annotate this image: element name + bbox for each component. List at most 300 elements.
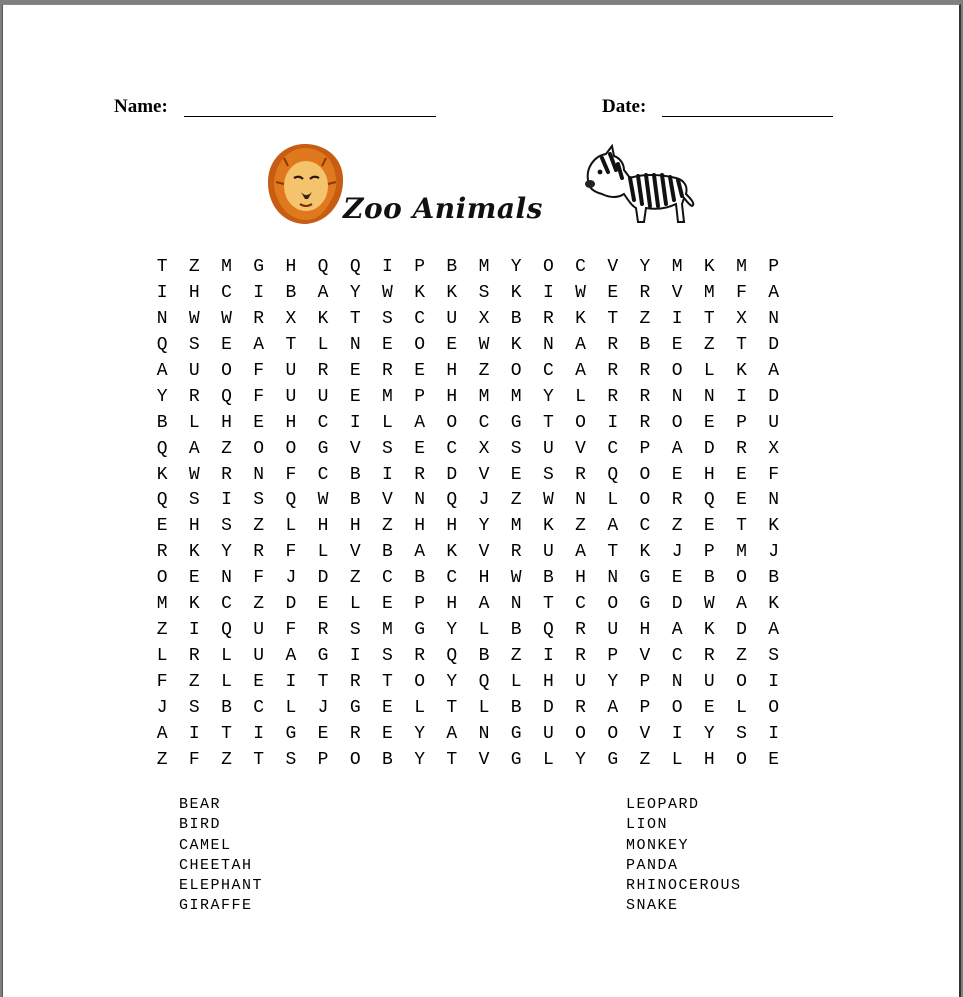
grid-letter[interactable]: R <box>703 646 715 667</box>
grid-letter[interactable]: R <box>156 542 168 563</box>
grid-letter[interactable]: T <box>221 723 232 744</box>
grid-letter[interactable]: G <box>253 257 265 277</box>
grid-letter[interactable]: H <box>446 594 458 615</box>
grid-letter[interactable]: R <box>253 542 265 563</box>
grid-letter[interactable]: P <box>768 257 780 277</box>
grid-letter[interactable]: R <box>317 620 329 641</box>
grid-letter[interactable]: E <box>510 464 522 485</box>
grid-letter[interactable]: A <box>478 594 490 615</box>
grid-letter[interactable]: L <box>156 646 168 667</box>
grid-letter[interactable]: I <box>188 620 200 641</box>
grid-letter[interactable]: Z <box>156 749 168 770</box>
grid-letter[interactable]: M <box>478 257 490 277</box>
grid-letter[interactable]: Q <box>156 490 168 511</box>
grid-letter[interactable]: N <box>414 490 425 511</box>
grid-letter[interactable]: B <box>382 542 393 563</box>
grid-letter[interactable]: C <box>317 464 329 485</box>
grid-letter[interactable]: S <box>188 490 200 511</box>
grid-letter[interactable]: Y <box>607 672 619 692</box>
grid-letter[interactable]: S <box>382 308 393 329</box>
grid-letter[interactable]: A <box>414 412 425 433</box>
grid-letter[interactable]: L <box>221 646 232 667</box>
grid-letter[interactable]: B <box>349 464 361 485</box>
grid-letter[interactable]: A <box>768 282 780 303</box>
grid-letter[interactable]: K <box>414 282 425 303</box>
grid-letter[interactable]: L <box>414 697 425 718</box>
grid-letter[interactable]: X <box>736 308 747 329</box>
grid-letter[interactable]: F <box>285 620 297 641</box>
grid-letter[interactable]: E <box>671 334 683 355</box>
grid-letter[interactable]: H <box>478 568 490 589</box>
grid-letter[interactable]: D <box>736 620 747 641</box>
grid-letter[interactable]: L <box>542 749 554 770</box>
grid-letter[interactable]: V <box>478 749 490 770</box>
grid-letter[interactable]: C <box>382 568 393 589</box>
grid-letter[interactable]: U <box>607 620 619 641</box>
grid-letter[interactable]: N <box>156 308 168 329</box>
grid-letter[interactable]: Z <box>736 646 747 667</box>
grid-letter[interactable]: L <box>317 334 329 355</box>
grid-letter[interactable]: O <box>639 490 651 511</box>
grid-letter[interactable]: S <box>188 334 200 355</box>
grid-letter[interactable]: Y <box>575 749 586 770</box>
grid-letter[interactable]: Z <box>221 438 232 459</box>
grid-letter[interactable]: I <box>349 412 361 433</box>
grid-letter[interactable]: P <box>639 697 651 718</box>
grid-letter[interactable]: Z <box>575 516 586 537</box>
grid-letter[interactable]: I <box>736 386 747 407</box>
grid-letter[interactable]: A <box>736 594 747 615</box>
grid-letter[interactable]: Z <box>253 594 265 615</box>
grid-letter[interactable]: T <box>446 749 458 770</box>
grid-letter[interactable]: R <box>382 360 393 381</box>
grid-letter[interactable]: C <box>607 438 619 459</box>
grid-letter[interactable]: C <box>221 282 232 303</box>
grid-letter[interactable]: R <box>575 620 586 641</box>
grid-letter[interactable]: Z <box>221 749 232 770</box>
grid-letter[interactable]: K <box>703 257 715 277</box>
grid-letter[interactable]: R <box>542 308 554 329</box>
grid-letter[interactable]: D <box>285 594 297 615</box>
grid-letter[interactable]: Q <box>285 490 297 511</box>
grid-letter[interactable]: Z <box>156 620 168 641</box>
grid-letter[interactable]: U <box>703 672 715 692</box>
grid-letter[interactable]: P <box>639 672 651 692</box>
grid-letter[interactable]: H <box>575 568 586 589</box>
grid-letter[interactable]: B <box>349 490 361 511</box>
grid-letter[interactable]: H <box>446 516 458 537</box>
grid-letter[interactable]: W <box>382 282 393 303</box>
grid-letter[interactable]: R <box>414 646 425 667</box>
grid-letter[interactable]: U <box>285 360 297 381</box>
grid-letter[interactable]: T <box>736 516 747 537</box>
grid-letter[interactable]: N <box>703 386 715 407</box>
grid-letter[interactable]: Z <box>188 672 200 692</box>
grid-letter[interactable]: R <box>639 412 651 433</box>
grid-letter[interactable]: Z <box>188 257 200 277</box>
grid-letter[interactable]: L <box>575 386 586 407</box>
grid-letter[interactable]: J <box>768 542 780 563</box>
grid-letter[interactable]: E <box>382 334 393 355</box>
grid-letter[interactable]: S <box>349 620 361 641</box>
grid-letter[interactable]: Y <box>221 542 232 563</box>
grid-letter[interactable]: V <box>639 646 651 667</box>
grid-letter[interactable]: O <box>639 464 651 485</box>
grid-letter[interactable]: R <box>607 386 619 407</box>
grid-letter[interactable]: W <box>575 282 586 303</box>
grid-letter[interactable]: A <box>317 282 329 303</box>
grid-letter[interactable]: G <box>349 697 361 718</box>
grid-letter[interactable]: N <box>510 594 522 615</box>
grid-letter[interactable]: J <box>156 697 168 718</box>
grid-letter[interactable]: B <box>768 568 780 589</box>
grid-letter[interactable]: B <box>639 334 651 355</box>
grid-letter[interactable]: L <box>221 672 232 692</box>
grid-letter[interactable]: A <box>188 438 200 459</box>
grid-letter[interactable]: K <box>446 542 458 563</box>
grid-letter[interactable]: B <box>156 412 168 433</box>
grid-letter[interactable]: M <box>671 257 683 277</box>
grid-letter[interactable]: O <box>575 412 586 433</box>
grid-letter[interactable]: A <box>575 360 586 381</box>
grid-letter[interactable]: R <box>575 697 586 718</box>
grid-letter[interactable]: X <box>478 308 490 329</box>
grid-letter[interactable]: V <box>639 723 651 744</box>
grid-letter[interactable]: R <box>221 464 232 485</box>
grid-letter[interactable]: B <box>510 697 522 718</box>
grid-letter[interactable]: K <box>736 360 747 381</box>
grid-letter[interactable]: R <box>607 360 619 381</box>
grid-letter[interactable]: N <box>349 334 361 355</box>
grid-letter[interactable]: N <box>575 490 586 511</box>
grid-letter[interactable]: R <box>317 360 329 381</box>
grid-letter[interactable]: T <box>285 334 297 355</box>
grid-letter[interactable]: A <box>607 697 619 718</box>
grid-letter[interactable]: W <box>542 490 554 511</box>
grid-letter[interactable]: I <box>253 282 265 303</box>
grid-letter[interactable]: K <box>317 308 329 329</box>
grid-letter[interactable]: X <box>478 438 490 459</box>
grid-letter[interactable]: Q <box>703 490 715 511</box>
grid-letter[interactable]: Q <box>446 646 458 667</box>
grid-letter[interactable]: U <box>575 672 586 692</box>
grid-letter[interactable]: V <box>349 438 361 459</box>
grid-letter[interactable]: L <box>188 412 200 433</box>
grid-letter[interactable]: H <box>221 412 232 433</box>
grid-letter[interactable]: W <box>188 464 200 485</box>
grid-letter[interactable]: Y <box>446 620 458 641</box>
grid-letter[interactable]: W <box>478 334 490 355</box>
grid-letter[interactable]: K <box>639 542 651 563</box>
grid-letter[interactable]: L <box>671 749 683 770</box>
grid-letter[interactable]: E <box>414 438 425 459</box>
grid-letter[interactable]: U <box>253 646 265 667</box>
grid-letter[interactable]: T <box>156 257 168 277</box>
grid-letter[interactable]: E <box>188 568 200 589</box>
grid-letter[interactable]: A <box>671 438 683 459</box>
grid-letter[interactable]: T <box>446 697 458 718</box>
grid-letter[interactable]: G <box>639 568 651 589</box>
grid-letter[interactable]: Q <box>349 257 361 277</box>
grid-letter[interactable]: I <box>768 672 780 692</box>
grid-letter[interactable]: S <box>768 646 780 667</box>
grid-letter[interactable]: I <box>349 646 361 667</box>
grid-letter[interactable]: H <box>349 516 361 537</box>
grid-letter[interactable]: V <box>349 542 361 563</box>
grid-letter[interactable]: I <box>768 723 780 744</box>
grid-letter[interactable]: G <box>317 646 329 667</box>
grid-letter[interactable]: S <box>382 438 393 459</box>
grid-letter[interactable]: B <box>510 620 522 641</box>
grid-letter[interactable]: M <box>382 386 393 407</box>
grid-letter[interactable]: K <box>768 516 780 537</box>
grid-letter[interactable]: L <box>478 620 490 641</box>
grid-letter[interactable]: O <box>607 723 619 744</box>
grid-letter[interactable]: E <box>317 594 329 615</box>
grid-letter[interactable]: B <box>446 257 458 277</box>
grid-letter[interactable]: P <box>607 646 619 667</box>
grid-letter[interactable]: U <box>188 360 200 381</box>
grid-letter[interactable]: K <box>188 542 200 563</box>
grid-letter[interactable]: Y <box>510 257 522 277</box>
grid-letter[interactable]: J <box>671 542 683 563</box>
grid-letter[interactable]: I <box>671 723 683 744</box>
grid-letter[interactable]: Z <box>671 516 683 537</box>
grid-letter[interactable]: Q <box>221 386 232 407</box>
grid-letter[interactable]: U <box>253 620 265 641</box>
grid-letter[interactable]: H <box>639 620 651 641</box>
grid-letter[interactable]: M <box>382 620 393 641</box>
grid-letter[interactable]: G <box>414 620 425 641</box>
grid-letter[interactable]: D <box>703 438 715 459</box>
grid-letter[interactable]: R <box>575 464 586 485</box>
grid-letter[interactable]: I <box>542 646 554 667</box>
grid-letter[interactable]: I <box>607 412 619 433</box>
grid-letter[interactable]: E <box>446 334 458 355</box>
grid-letter[interactable]: E <box>349 360 361 381</box>
grid-letter[interactable]: G <box>639 594 651 615</box>
word-search-grid[interactable] <box>146 255 790 774</box>
grid-letter[interactable]: P <box>639 438 651 459</box>
grid-letter[interactable]: E <box>768 749 780 770</box>
grid-letter[interactable]: V <box>478 542 490 563</box>
grid-letter[interactable]: E <box>671 568 683 589</box>
grid-letter[interactable]: B <box>414 568 425 589</box>
grid-letter[interactable]: W <box>703 594 715 615</box>
grid-letter[interactable]: A <box>768 620 780 641</box>
grid-letter[interactable]: F <box>285 464 297 485</box>
grid-letter[interactable]: S <box>542 464 554 485</box>
grid-letter[interactable]: M <box>510 386 522 407</box>
grid-letter[interactable]: O <box>414 672 425 692</box>
grid-letter[interactable]: C <box>671 646 683 667</box>
grid-letter[interactable]: L <box>736 697 747 718</box>
grid-letter[interactable]: R <box>639 360 651 381</box>
grid-letter[interactable]: Y <box>349 282 361 303</box>
grid-letter[interactable]: H <box>188 282 200 303</box>
grid-letter[interactable]: V <box>607 257 619 277</box>
grid-letter[interactable]: A <box>414 542 425 563</box>
grid-letter[interactable]: Q <box>446 490 458 511</box>
grid-letter[interactable]: D <box>446 464 458 485</box>
grid-letter[interactable]: I <box>542 282 554 303</box>
grid-letter[interactable]: F <box>156 672 168 692</box>
grid-letter[interactable]: Z <box>639 749 651 770</box>
grid-letter[interactable]: N <box>607 568 619 589</box>
grid-letter[interactable]: N <box>768 308 780 329</box>
grid-letter[interactable]: E <box>736 490 747 511</box>
grid-letter[interactable]: T <box>253 749 265 770</box>
grid-letter[interactable]: U <box>542 723 554 744</box>
grid-letter[interactable]: H <box>542 672 554 692</box>
grid-letter[interactable]: Z <box>703 334 715 355</box>
grid-letter[interactable]: L <box>349 594 361 615</box>
grid-letter[interactable]: T <box>349 308 361 329</box>
grid-letter[interactable]: O <box>575 723 586 744</box>
grid-letter[interactable]: Q <box>221 620 232 641</box>
grid-letter[interactable]: E <box>253 412 265 433</box>
grid-letter[interactable]: S <box>382 646 393 667</box>
grid-letter[interactable]: H <box>188 516 200 537</box>
grid-letter[interactable]: E <box>382 697 393 718</box>
grid-letter[interactable]: Z <box>253 516 265 537</box>
grid-letter[interactable]: S <box>510 438 522 459</box>
grid-letter[interactable]: C <box>414 308 425 329</box>
grid-letter[interactable]: R <box>575 646 586 667</box>
grid-letter[interactable]: Z <box>510 490 522 511</box>
grid-letter[interactable]: C <box>253 697 265 718</box>
grid-letter[interactable]: Y <box>703 723 715 744</box>
grid-letter[interactable]: R <box>253 308 265 329</box>
grid-letter[interactable]: F <box>285 542 297 563</box>
grid-letter[interactable]: H <box>446 386 458 407</box>
grid-letter[interactable]: P <box>317 749 329 770</box>
grid-letter[interactable]: U <box>446 308 458 329</box>
grid-letter[interactable]: O <box>607 594 619 615</box>
grid-letter[interactable]: C <box>542 360 554 381</box>
grid-letter[interactable]: Z <box>639 308 651 329</box>
grid-letter[interactable]: F <box>736 282 747 303</box>
grid-letter[interactable]: O <box>736 672 747 692</box>
grid-letter[interactable]: U <box>285 386 297 407</box>
grid-letter[interactable]: I <box>188 723 200 744</box>
grid-letter[interactable]: D <box>768 386 780 407</box>
grid-letter[interactable]: N <box>542 334 554 355</box>
grid-letter[interactable]: T <box>607 308 619 329</box>
grid-letter[interactable]: F <box>253 568 265 589</box>
grid-letter[interactable]: T <box>703 308 715 329</box>
grid-letter[interactable]: E <box>156 516 168 537</box>
grid-letter[interactable]: O <box>736 749 747 770</box>
grid-letter[interactable]: X <box>768 438 780 459</box>
grid-letter[interactable]: H <box>703 464 715 485</box>
grid-letter[interactable]: Y <box>446 672 458 692</box>
grid-letter[interactable]: O <box>510 360 522 381</box>
grid-letter[interactable]: M <box>221 257 232 277</box>
grid-letter[interactable]: V <box>671 282 683 303</box>
grid-letter[interactable]: N <box>221 568 232 589</box>
grid-letter[interactable]: D <box>542 697 554 718</box>
grid-letter[interactable]: A <box>156 723 168 744</box>
grid-letter[interactable]: V <box>478 464 490 485</box>
grid-letter[interactable]: E <box>317 723 329 744</box>
grid-letter[interactable]: P <box>414 386 425 407</box>
grid-letter[interactable]: K <box>542 516 554 537</box>
grid-letter[interactable]: E <box>382 723 393 744</box>
grid-letter[interactable]: U <box>542 542 554 563</box>
grid-letter[interactable]: B <box>510 308 522 329</box>
grid-letter[interactable]: O <box>671 360 683 381</box>
grid-letter[interactable]: R <box>414 464 425 485</box>
grid-letter[interactable]: N <box>671 672 683 692</box>
grid-letter[interactable]: K <box>768 594 780 615</box>
grid-letter[interactable]: K <box>156 464 168 485</box>
grid-letter[interactable]: S <box>736 723 747 744</box>
grid-letter[interactable]: G <box>510 412 522 433</box>
grid-letter[interactable]: R <box>639 386 651 407</box>
grid-letter[interactable]: O <box>221 360 232 381</box>
grid-letter[interactable]: R <box>349 723 361 744</box>
grid-letter[interactable]: A <box>768 360 780 381</box>
grid-letter[interactable]: W <box>221 308 232 329</box>
grid-letter[interactable]: I <box>382 257 393 277</box>
grid-letter[interactable]: O <box>446 412 458 433</box>
grid-letter[interactable]: E <box>607 282 619 303</box>
grid-letter[interactable]: Q <box>156 438 168 459</box>
grid-letter[interactable]: F <box>188 749 200 770</box>
grid-letter[interactable]: O <box>156 568 168 589</box>
grid-letter[interactable]: A <box>575 334 586 355</box>
grid-letter[interactable]: U <box>768 412 780 433</box>
grid-letter[interactable]: R <box>188 386 200 407</box>
grid-letter[interactable]: F <box>253 386 265 407</box>
grid-letter[interactable]: M <box>510 516 522 537</box>
grid-letter[interactable]: M <box>478 386 490 407</box>
grid-letter[interactable]: E <box>671 464 683 485</box>
grid-letter[interactable]: M <box>156 594 168 615</box>
grid-letter[interactable]: Y <box>414 723 425 744</box>
grid-letter[interactable]: Z <box>382 516 393 537</box>
grid-letter[interactable]: C <box>575 594 586 615</box>
grid-letter[interactable]: O <box>542 257 554 277</box>
grid-letter[interactable]: B <box>221 697 232 718</box>
grid-letter[interactable]: Q <box>478 672 490 692</box>
grid-letter[interactable]: A <box>285 646 297 667</box>
grid-letter[interactable]: Q <box>317 257 329 277</box>
grid-letter[interactable]: U <box>542 438 554 459</box>
grid-letter[interactable]: O <box>768 697 780 718</box>
grid-letter[interactable]: E <box>703 516 715 537</box>
grid-letter[interactable]: G <box>510 749 522 770</box>
grid-letter[interactable]: J <box>285 568 297 589</box>
grid-letter[interactable]: K <box>188 594 200 615</box>
grid-letter[interactable]: L <box>285 516 297 537</box>
grid-letter[interactable]: L <box>607 490 619 511</box>
grid-letter[interactable]: R <box>671 490 683 511</box>
grid-letter[interactable]: A <box>575 542 586 563</box>
grid-letter[interactable]: L <box>317 542 329 563</box>
grid-letter[interactable]: R <box>510 542 522 563</box>
grid-letter[interactable]: Y <box>414 749 425 770</box>
grid-letter[interactable]: D <box>671 594 683 615</box>
grid-letter[interactable]: G <box>285 723 297 744</box>
grid-letter[interactable]: Y <box>478 516 490 537</box>
grid-letter[interactable]: P <box>736 412 747 433</box>
grid-letter[interactable]: V <box>575 438 586 459</box>
grid-letter[interactable]: N <box>671 386 683 407</box>
grid-letter[interactable]: K <box>510 334 522 355</box>
grid-letter[interactable]: I <box>382 464 393 485</box>
